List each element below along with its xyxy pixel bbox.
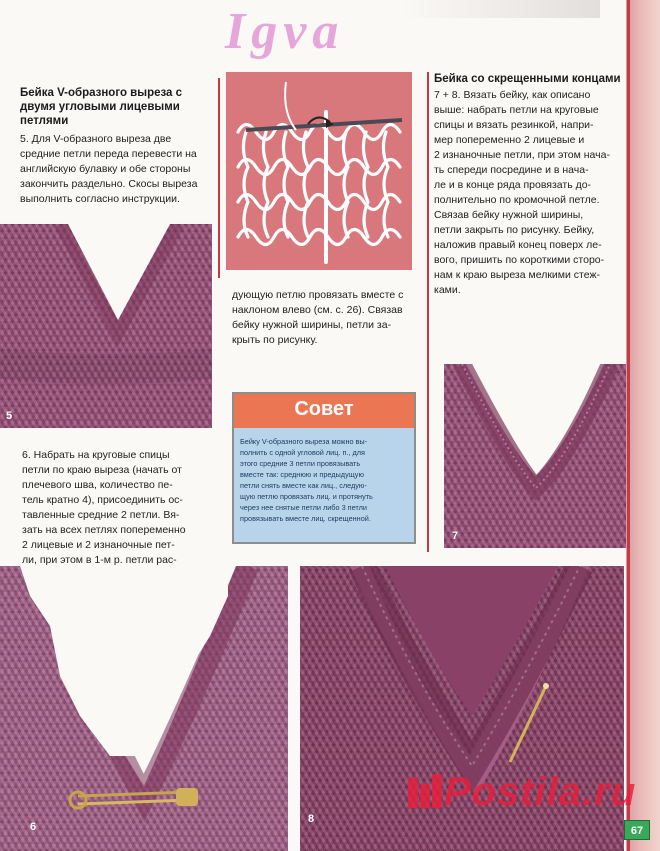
step5-text [20,132,215,207]
step6-line: 2 лицевые и 2 изнаночные пет- [22,539,175,551]
step5-line: средние петли переда перевести на [20,148,197,160]
middle-continuation-text [232,288,422,348]
step5-line: английскую булавку и обе стороны [20,163,191,175]
tip-line: провязывать вместе лиц. скрещенной. [240,514,371,523]
right-line: спицы и вязать резинкой, напри- [434,119,594,131]
photo-5-label: 5 [6,410,13,422]
stitch-illustration [226,72,412,270]
photo-5 [0,224,212,428]
step6-line: 6. Набрать на круговые спицы [22,449,170,461]
step5-line: выполнить согласно инструкции. [20,193,180,205]
divider-right [427,72,429,552]
stitch-diagram-icon [226,72,412,270]
step6-line: зать на всех петлях попеременно [22,524,186,536]
divider-left [218,78,220,278]
right-line: ками. [434,284,461,296]
tip-line: этого средние 3 петли провязывать [240,459,361,468]
text-wrap-mask [0,566,288,766]
tip-line: петли снять вместе как лиц., следую- [240,481,367,490]
tip-line: вместе так: среднюю и предыдущую [240,470,364,479]
right-line: наложив правый конец поверх ле- [434,239,602,251]
left-section-title: Бейка V-образного выреза с двумя угловыми лицевыми петлями [20,87,183,127]
tip-title: Совет [294,398,354,420]
right-line: мер попеременно 2 лицевые и [434,134,585,146]
step6-line: тель кратно 4), присоединить ос- [22,494,183,506]
postila-logo-icon [404,772,444,812]
right-line: вого, пришить по короткими сторо- [434,254,605,266]
tip-line: Бейку V-образного выреза можно вы- [240,437,368,446]
tip-box [232,392,416,544]
step6-line: плечевого шва, количество пе- [22,479,173,491]
right-line: 7 + 8. Вязать бейку, как описано [434,89,591,101]
page-number: 67 [624,820,650,840]
middle-line: дующую петлю провязать вместе с [232,289,404,301]
page-spine [626,0,660,851]
step5-line: 5. Для V-образного выреза две [20,133,172,145]
right-line: Связав бейку нужной ширины, [434,209,584,221]
middle-line: крыть по рисунку. [232,334,318,346]
right-line: нам к краю выреза мелкими стеж- [434,269,600,281]
step6-line: тавленные средние 2 петли. Вя- [22,509,180,521]
brand-logo: Igva [225,3,345,60]
photo-7-neckline [444,364,626,548]
right-line: ле и в конце ряда провязать до- [434,179,592,191]
middle-line: бейку нужной ширины, петли за- [232,319,392,331]
tip-line: щую петлю провязать лиц. и протянуть [240,492,373,501]
right-line: полнительно по кромочной петле. [434,194,600,206]
photo-7 [444,364,626,548]
step6-line: ли, при этом в 1-м р. петли рас- [22,554,177,566]
middle-line: наклоном влево (см. с. 26). Связав [232,304,403,316]
step6-line: петли по краю выреза (начать от [22,464,182,476]
right-section-text [434,88,626,298]
header-decoration [400,0,600,18]
right-line: выше: набрать петли на круговые [434,104,599,116]
right-line: 2 изнаночные петли, при этом нача- [434,149,610,161]
watermark-text: Postila.ru [444,770,637,814]
right-section-title: Бейка со скрещенными концами [434,73,621,85]
tip-text [240,436,408,524]
tip-line: через нее снятые петли либо 3 петли [240,503,367,512]
spine-border [627,0,630,851]
step5-line: закончить раздельно. Скосы выреза [20,178,198,190]
photo-6-label: 6 [30,821,37,833]
right-line: петли закрыть по рисунку. Бейку, [434,224,595,236]
tip-line: полнить с одной угловой лиц. п., для [240,448,365,457]
photo-5-neckline [0,224,212,428]
photo-7-label: 7 [452,530,459,542]
right-line: ть спереди посредине и в нача- [434,164,589,176]
photo-8-label: 8 [308,813,315,825]
